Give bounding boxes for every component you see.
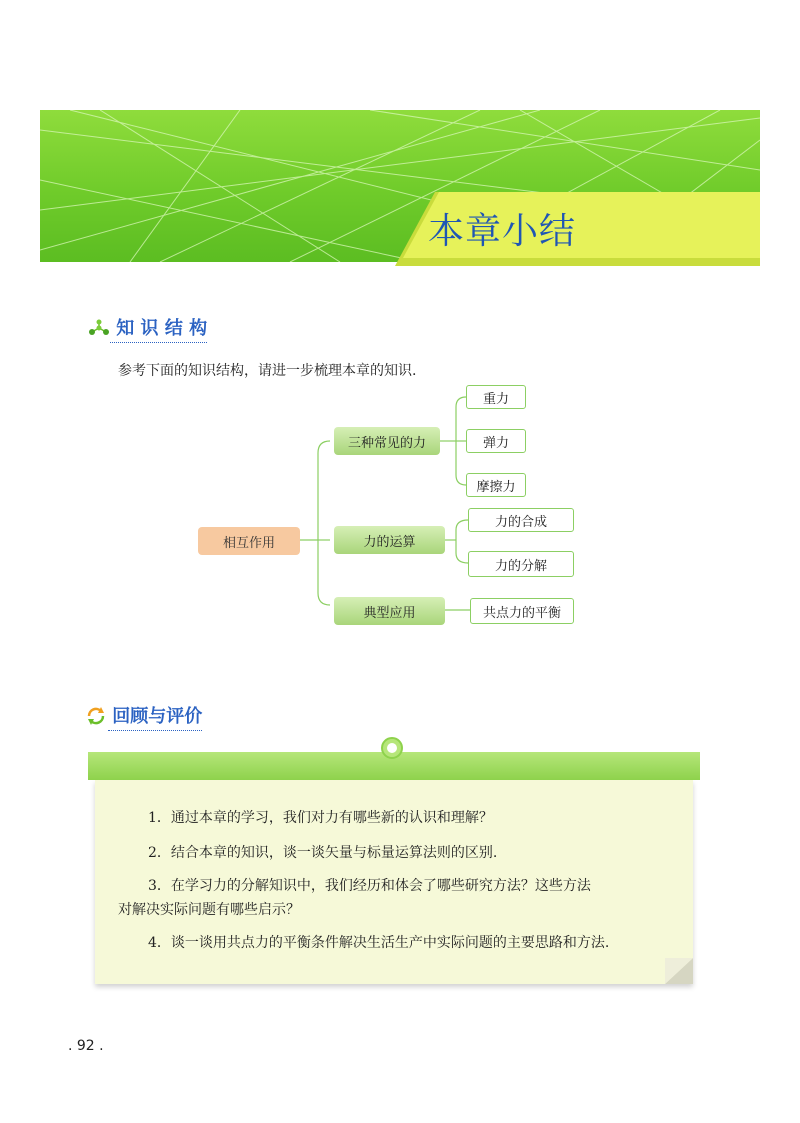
review-card-header-strip bbox=[88, 752, 700, 780]
intro-text: 参考下面的知识结构，请进一步梳理本章的知识. bbox=[118, 363, 417, 379]
mindmap-root: 相互作用 bbox=[198, 527, 300, 555]
section-title: 知 识 结 构 bbox=[116, 318, 208, 339]
review-question: 4．谈一谈用共点力的平衡条件解决生活生产中实际问题的主要思路和方法. bbox=[148, 935, 610, 951]
review-question: 1．通过本章的学习，我们对力有哪些新的认识和理解？ bbox=[148, 810, 493, 826]
mindmap-leaf: 摩擦力 bbox=[466, 473, 526, 497]
mindmap-leaf: 弹力 bbox=[466, 429, 526, 453]
page-number: . 92 . bbox=[68, 1038, 104, 1054]
mindmap-branch: 三种常见的力 bbox=[334, 427, 440, 455]
chapter-title: 本章小结 bbox=[428, 211, 577, 252]
mindmap-branch: 典型应用 bbox=[334, 597, 445, 625]
review-question: 2．结合本章的知识，谈一谈矢量与标量运算法则的区别. bbox=[148, 845, 498, 861]
mindmap-leaf: 共点力的平衡 bbox=[470, 598, 574, 624]
cycle-arrows-icon bbox=[86, 706, 106, 726]
review-question-continuation: 对解决实际问题有哪些启示？ bbox=[118, 902, 300, 918]
section-title: 回顾与评价 bbox=[112, 706, 203, 727]
review-question: 3．在学习力的分解知识中，我们经历和体会了哪些研究方法？这些方法 bbox=[148, 878, 591, 894]
mindmap-leaf: 重力 bbox=[466, 385, 526, 409]
mindmap-branch: 力的运算 bbox=[334, 526, 445, 554]
section-review-evaluation bbox=[86, 702, 202, 728]
mindmap-leaf: 力的分解 bbox=[468, 551, 574, 577]
mindmap-leaf: 力的合成 bbox=[468, 508, 574, 532]
